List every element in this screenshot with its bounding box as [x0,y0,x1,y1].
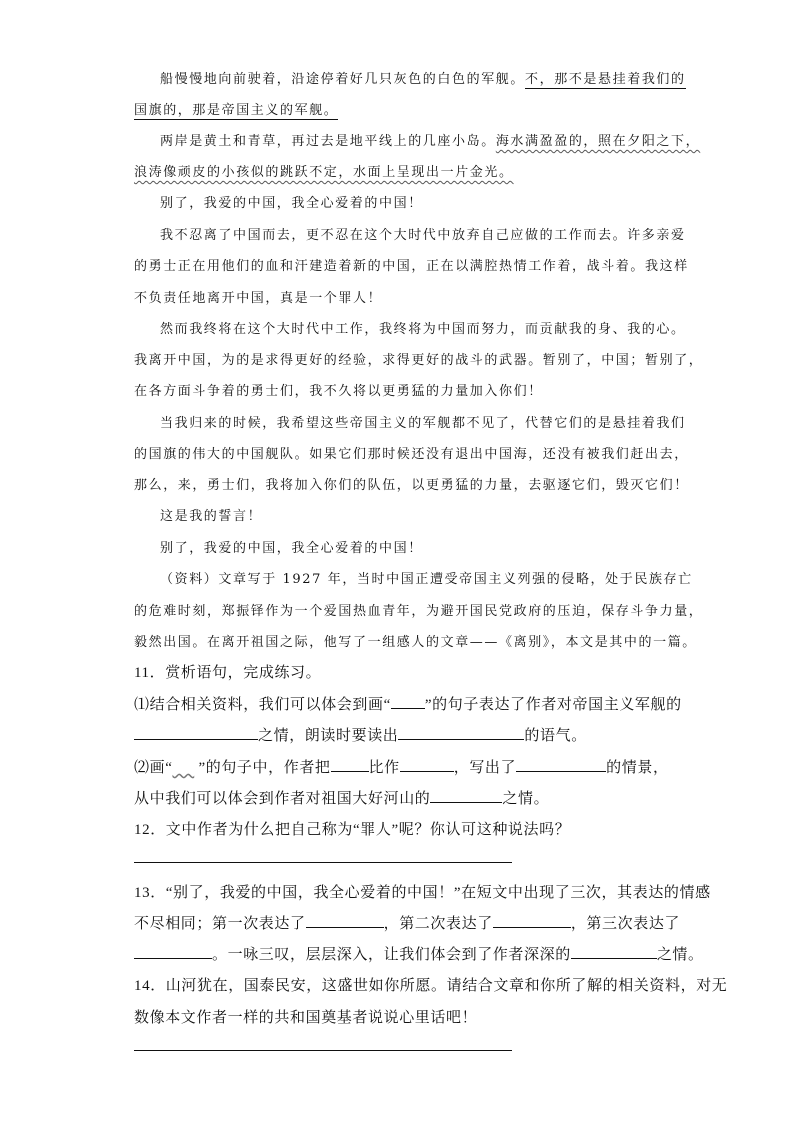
note-line: （资料）文章写于 1927 年，当时中国正遭受帝国主义列强的侵略，处于民族存亡 [160,572,693,587]
question-text: ⑵画“ [134,760,173,776]
question-11-1-line2 [134,724,587,745]
question-text: ⑴结合相关资料，我们可以体会到画“ [134,697,391,713]
passage-line: 的勇士正在用他们的血和汗建造着新的中国，正在以满腔热情工作着，战斗着。我这样 [134,259,689,274]
passage-line: 当我归来的时候，我希望这些帝国主义的军舰都不见了，代替它们的是悬挂着我们 [160,416,686,431]
question-text: ，第二次表达了 [383,916,493,932]
answer-blank[interactable] [400,757,454,772]
question-11-2-line1 [134,756,669,777]
passage-line [134,161,514,180]
answer-blank[interactable] [398,725,524,740]
question-14-line2: 数像本文作者一样的共和国奠基者说说心里话吧！ [134,1010,478,1026]
passage-line: 我离开中国，为的是求得更好的经验，求得更好的战斗的武器。暂别了，中国；暂别了， [134,353,704,368]
answer-blank[interactable] [516,757,606,772]
answer-blank[interactable] [331,757,369,772]
question-text: 的语气。 [524,728,587,744]
answer-blank[interactable] [306,913,384,928]
question-text: ”的句子中，作者把 [198,760,331,776]
question-11-2-line2 [134,787,549,808]
passage-line: 别了，我爱的中国，我全心爱着的中国！ [160,196,423,211]
wavy-underlined-sentence: 浪涛像顽皮的小孩似的跳跃不定，水面上呈现出一片金光。 [134,165,514,180]
question-text: 之情。 [656,947,704,963]
question-13-line2 [134,912,680,933]
passage-line: 这是我的誓言！ [160,509,263,524]
underlined-sentence: 不，那不是悬挂着我们的 [525,72,686,87]
question-text: 不尽相同；第一次表达了 [134,916,306,932]
answer-blank[interactable] [571,944,657,959]
passage-line: 别了，我爱的中国，我全心爱着的中国！ [160,541,423,556]
passage-line: 我不忍离了中国而去，更不忍在这个大时代中放弃自己应做的工作而去。许多亲爱 [160,228,686,243]
underline-sample [391,694,425,709]
question-text: 的情景， [606,760,669,776]
passage-line: 的国旗的伟大的中国舰队。如果它们那时候还没有退出中国海，还没有被我们赶出去， [134,447,689,462]
wavy-underlined-sentence: 海水满盈盈的，照在夕阳之下， [495,134,701,149]
passage-line [160,130,700,149]
passage-line [160,68,686,87]
question-text: 之情。 [502,791,550,807]
question-13-line3 [134,943,704,964]
question-text: 比作 [368,760,400,776]
passage-line: 那么，来，勇士们，我将加入你们的队伍，以更勇猛的力量，去驱逐它们，毁灭它们！ [134,478,689,493]
answer-blank[interactable] [493,913,571,928]
answer-blank[interactable] [134,725,258,740]
answer-blank[interactable] [134,944,212,959]
passage-line: 不负责任地离开中国，真是一个罪人！ [134,291,383,306]
passage-line: 然而我终将在这个大时代中工作，我终将为中国而努力，而贡献我的身、我的心。 [160,322,686,337]
underlined-sentence: 国旗的，那是帝国主义的军舰。 [134,103,339,118]
passage-line: 在各方面斗争着的勇士们，我不久将以更勇猛的力量加入你们！ [134,384,543,399]
answer-line[interactable] [134,862,512,863]
question-14-line1: 14．山河犹在，国泰民安，这盛世如你所愿。请结合文章和你所了解的相关资料，对无 [134,978,728,994]
question-text: ，写出了 [453,760,517,776]
answer-line[interactable] [134,1050,512,1051]
passage-text: 船慢慢地向前驶着，沿途停着好几只灰色的白色的军舰。 [160,72,526,87]
question-text: ”的句子表达了作者对帝国主义军舰的 [424,697,682,713]
wavy-underline-sample [172,760,198,772]
question-text: 从中我们可以体会到作者对祖国大好河山的 [134,791,431,807]
question-text: ，第三次表达了 [570,916,681,932]
note-line: 毅然出国。在离开祖国之际，他写了一组感人的文章——《离别》，本文是其中的一篇。 [134,635,697,650]
question-11-title: 11．赏析语句，完成练习。 [134,665,322,681]
question-text: 。一咏三叹，层层深入，让我们体会到了作者深深的 [212,947,571,963]
note-line: 的危难时刻，郑振铎作为一个爱国热血青年，为避开国民党政府的压迫，保存斗争力量， [134,604,704,619]
question-12: 12．文中作者为什么把自己称为“罪人”呢？你认可这种说法吗？ [134,822,571,838]
question-13-line1: 13．“别了，我爱的中国，我全心爱着的中国！”在短文中出现了三次，其表达的情感 [134,885,711,901]
answer-blank[interactable] [430,788,502,803]
question-text: 之情，朗读时要读出 [258,728,399,744]
question-11-1-line1 [134,693,682,714]
passage-text: 两岸是黄土和青草，再过去是地平线上的几座小岛。 [160,134,496,149]
passage-line [134,99,338,118]
